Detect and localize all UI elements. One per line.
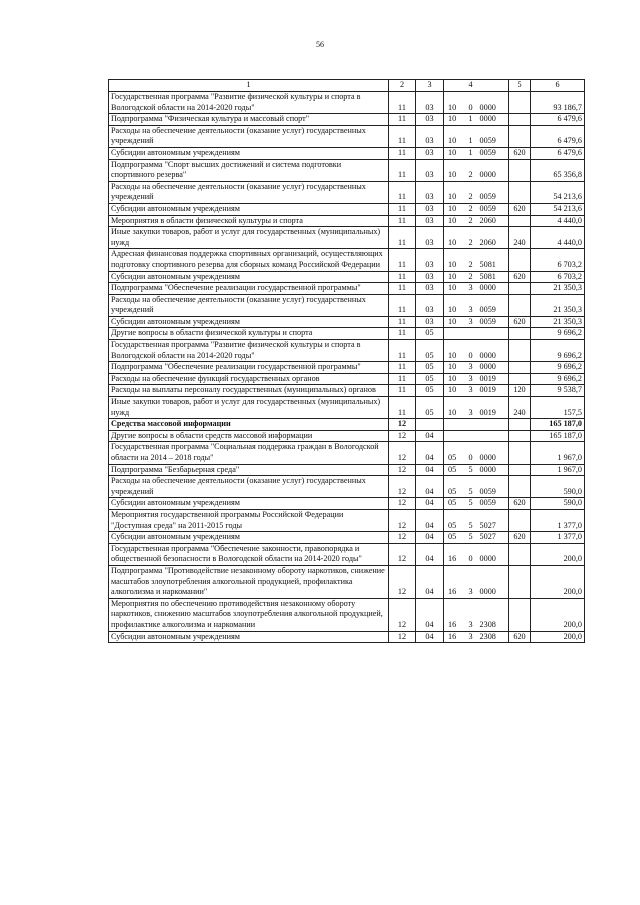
row-target-program: 05: [444, 509, 466, 531]
row-expense-type: [509, 565, 531, 598]
table-row: [109, 397, 585, 419]
row-amount: 6 479,6: [531, 114, 585, 126]
row-expense-type: [509, 430, 531, 442]
row-name: Государственная программа "Обеспечение законности, правопорядка и общественной безопасности в Вологодской области на 2014-2020 годы": [109, 543, 389, 565]
header-row: [109, 80, 585, 92]
row-subsection: 03: [416, 147, 444, 159]
row-section: 11: [389, 249, 416, 271]
row-expense-type: [509, 442, 531, 464]
row-subsection: 04: [416, 476, 444, 498]
row-target-code: 0059: [476, 203, 509, 215]
row-name: Государственная программа "Социальная поддержка граждан в Вологодской области на 2014 – 2018 годы": [109, 442, 389, 464]
row-subsection: 04: [416, 430, 444, 442]
row-subsection: 03: [416, 271, 444, 283]
row-expense-type: 120: [509, 385, 531, 397]
table-row: [109, 340, 585, 362]
row-section: 11: [389, 271, 416, 283]
row-expense-type: [509, 328, 531, 340]
row-target-subprogram: 1: [466, 125, 476, 147]
row-subsection: 03: [416, 159, 444, 181]
table-row: [109, 181, 585, 203]
row-target-code: 2308: [476, 631, 509, 643]
row-expense-type: 620: [509, 271, 531, 283]
row-amount: 1 377,0: [531, 509, 585, 531]
row-expense-type: [509, 283, 531, 295]
row-subsection: 05: [416, 373, 444, 385]
row-expense-type: [509, 543, 531, 565]
row-name: Расходы на обеспечение функций государственных органов: [109, 373, 389, 385]
row-amount: 4 440,0: [531, 227, 585, 249]
row-expense-type: [509, 464, 531, 476]
row-subsection: 04: [416, 565, 444, 598]
row-amount: 9 696,2: [531, 340, 585, 362]
table-row: [109, 498, 585, 510]
table-row: [109, 159, 585, 181]
row-amount: 9 696,2: [531, 362, 585, 374]
row-target-code: 0000: [476, 92, 509, 114]
row-name: Иные закупки товаров, работ и услуг для государственных (муниципальных) нужд: [109, 397, 389, 419]
row-expense-type: [509, 373, 531, 385]
row-subsection: 03: [416, 125, 444, 147]
row-target-code: 2060: [476, 227, 509, 249]
row-amount: 157,5: [531, 397, 585, 419]
row-name: Субсидии автономным учреждениям: [109, 147, 389, 159]
row-target-subprogram: 0: [466, 442, 476, 464]
header-col-5: 5: [509, 80, 531, 92]
row-target-subprogram: 1: [466, 114, 476, 126]
table-row: [109, 543, 585, 565]
row-target-subprogram: 3: [466, 362, 476, 374]
row-target-program: 10: [444, 203, 466, 215]
row-name: Подпрограмма "Обеспечение реализации государственной программы": [109, 362, 389, 374]
row-name: Расходы на обеспечение деятельности (оказание услуг) государственных учреждений: [109, 294, 389, 316]
row-section: 11: [389, 340, 416, 362]
row-amount: 21 350,3: [531, 283, 585, 295]
row-amount: 590,0: [531, 498, 585, 510]
row-amount: 9 696,2: [531, 328, 585, 340]
row-name: Другие вопросы в области физической культуры и спорта: [109, 328, 389, 340]
row-name: Мероприятия государственной программы Российской Федерации "Доступная среда" на 2011-2015 годы: [109, 509, 389, 531]
header-col-3: 3: [416, 80, 444, 92]
row-target-program: 10: [444, 271, 466, 283]
table-row: [109, 532, 585, 544]
table-row: [109, 283, 585, 295]
table-row: [109, 373, 585, 385]
row-name: Субсидии автономным учреждениям: [109, 203, 389, 215]
row-amount: 165 187,0: [531, 419, 585, 431]
row-target-code: 0059: [476, 498, 509, 510]
row-target-code: 0059: [476, 476, 509, 498]
row-target-subprogram: 3: [466, 631, 476, 643]
row-section: 11: [389, 92, 416, 114]
row-expense-type: [509, 509, 531, 531]
row-target-subprogram: 3: [466, 598, 476, 631]
row-target-subprogram: 1: [466, 147, 476, 159]
row-name: Мероприятия по обеспечению противодействия незаконному обороту наркотиков, снижению масштабов злоупотребления алкогольной продукцией, профилактике алкоголизма и наркомании: [109, 598, 389, 631]
row-expense-type: [509, 215, 531, 227]
header-col-4-right: [476, 80, 509, 92]
table-row: [109, 631, 585, 643]
row-amount: 65 356,8: [531, 159, 585, 181]
row-target-code: 0000: [476, 340, 509, 362]
row-expense-type: [509, 249, 531, 271]
row-expense-type: [509, 340, 531, 362]
header-col-6: 6: [531, 80, 585, 92]
row-target-program: 10: [444, 294, 466, 316]
row-target-subprogram: 5: [466, 498, 476, 510]
row-name: Государственная программа "Развитие физической культуры и спорта в Вологодской области на 2014-2020 годы": [109, 92, 389, 114]
row-name: Подпрограмма "Спорт высших достижений и система подготовки спортивного резерва": [109, 159, 389, 181]
table-row: [109, 442, 585, 464]
row-section: 11: [389, 181, 416, 203]
row-target-subprogram: 3: [466, 316, 476, 328]
row-subsection: 03: [416, 181, 444, 203]
row-amount: 54 213,6: [531, 203, 585, 215]
row-name: Иные закупки товаров, работ и услуг для государственных (муниципальных) нужд: [109, 227, 389, 249]
row-name: Расходы на обеспечение деятельности (оказание услуг) государственных учреждений: [109, 476, 389, 498]
row-section: 11: [389, 114, 416, 126]
row-target-code: 0000: [476, 442, 509, 464]
row-target-subprogram: 5: [466, 464, 476, 476]
row-subsection: 04: [416, 543, 444, 565]
row-target-code: 0000: [476, 114, 509, 126]
row-target-program: 16: [444, 598, 466, 631]
row-section: 12: [389, 419, 416, 431]
row-section: 11: [389, 385, 416, 397]
row-target-subprogram: 2: [466, 249, 476, 271]
row-expense-type: [509, 92, 531, 114]
row-target-code: 5027: [476, 532, 509, 544]
row-target-subprogram: 2: [466, 203, 476, 215]
row-name: Подпрограмма "Физическая культура и массовый спорт": [109, 114, 389, 126]
row-target-code: 0059: [476, 147, 509, 159]
table-row: [109, 316, 585, 328]
row-section: 12: [389, 430, 416, 442]
row-target-code: 0000: [476, 362, 509, 374]
row-target-subprogram: 2: [466, 227, 476, 249]
row-target-program: 10: [444, 181, 466, 203]
row-target-code: 0019: [476, 385, 509, 397]
row-subsection: 05: [416, 340, 444, 362]
row-target-subprogram: 0: [466, 340, 476, 362]
row-expense-type: 620: [509, 498, 531, 510]
row-subsection: 03: [416, 114, 444, 126]
row-target-code: 0000: [476, 543, 509, 565]
row-target-subprogram: [466, 430, 476, 442]
row-name: Субсидии автономным учреждениям: [109, 316, 389, 328]
row-subsection: 03: [416, 215, 444, 227]
row-target-subprogram: 0: [466, 92, 476, 114]
row-section: 12: [389, 464, 416, 476]
row-section: 11: [389, 125, 416, 147]
row-name: Другие вопросы в области средств массовой информации: [109, 430, 389, 442]
row-target-program: 10: [444, 385, 466, 397]
row-expense-type: 620: [509, 147, 531, 159]
row-target-program: 05: [444, 442, 466, 464]
row-expense-type: [509, 419, 531, 431]
row-subsection: 03: [416, 316, 444, 328]
row-target-code: 0019: [476, 397, 509, 419]
row-target-code: [476, 419, 509, 431]
row-target-subprogram: 3: [466, 294, 476, 316]
row-target-subprogram: [466, 419, 476, 431]
row-subsection: 03: [416, 92, 444, 114]
row-target-code: 2308: [476, 598, 509, 631]
row-section: 11: [389, 215, 416, 227]
row-name: Расходы на выплаты персоналу государственных (муниципальных) органов: [109, 385, 389, 397]
row-target-program: 05: [444, 464, 466, 476]
row-section: 11: [389, 294, 416, 316]
row-section: 11: [389, 227, 416, 249]
row-amount: 1 967,0: [531, 464, 585, 476]
row-name: Субсидии автономным учреждениям: [109, 532, 389, 544]
row-subsection: [416, 419, 444, 431]
row-amount: 200,0: [531, 598, 585, 631]
row-target-code: 2060: [476, 215, 509, 227]
row-amount: 54 213,6: [531, 181, 585, 203]
row-target-program: 10: [444, 92, 466, 114]
row-section: 11: [389, 328, 416, 340]
row-subsection: 05: [416, 397, 444, 419]
table-row: [109, 328, 585, 340]
row-expense-type: 620: [509, 631, 531, 643]
row-expense-type: 240: [509, 397, 531, 419]
row-expense-type: [509, 476, 531, 498]
row-expense-type: [509, 362, 531, 374]
row-subsection: 04: [416, 464, 444, 476]
table-row: [109, 598, 585, 631]
table-row: [109, 215, 585, 227]
row-name: Расходы на обеспечение деятельности (оказание услуг) государственных учреждений: [109, 181, 389, 203]
row-target-program: 10: [444, 125, 466, 147]
row-subsection: 03: [416, 294, 444, 316]
header-col-4: 4: [466, 80, 476, 92]
row-target-subprogram: 3: [466, 283, 476, 295]
table-row: [109, 419, 585, 431]
row-target-code: 0059: [476, 294, 509, 316]
row-section: 12: [389, 532, 416, 544]
row-expense-type: 620: [509, 532, 531, 544]
row-subsection: 05: [416, 362, 444, 374]
row-expense-type: [509, 125, 531, 147]
row-subsection: 04: [416, 532, 444, 544]
row-target-program: 10: [444, 249, 466, 271]
row-subsection: 03: [416, 203, 444, 215]
row-section: 12: [389, 598, 416, 631]
row-expense-type: [509, 181, 531, 203]
row-amount: 4 440,0: [531, 215, 585, 227]
row-target-program: 10: [444, 397, 466, 419]
row-expense-type: [509, 598, 531, 631]
row-target-program: [444, 430, 466, 442]
row-target-subprogram: 2: [466, 215, 476, 227]
row-target-code: 0000: [476, 464, 509, 476]
row-target-subprogram: 0: [466, 543, 476, 565]
row-target-subprogram: 3: [466, 565, 476, 598]
row-subsection: 04: [416, 509, 444, 531]
row-target-subprogram: 3: [466, 385, 476, 397]
table-row: [109, 271, 585, 283]
row-amount: 165 187,0: [531, 430, 585, 442]
row-target-code: 0059: [476, 125, 509, 147]
row-subsection: 04: [416, 631, 444, 643]
row-subsection: 05: [416, 385, 444, 397]
row-target-program: 05: [444, 476, 466, 498]
row-amount: 1 377,0: [531, 532, 585, 544]
row-amount: 6 703,2: [531, 271, 585, 283]
table-row: [109, 385, 585, 397]
row-target-code: [476, 328, 509, 340]
row-section: 12: [389, 543, 416, 565]
row-section: 12: [389, 498, 416, 510]
row-target-code: 0000: [476, 159, 509, 181]
row-target-code: 0059: [476, 181, 509, 203]
table-row: [109, 464, 585, 476]
budget-table: [108, 79, 585, 643]
row-target-subprogram: 5: [466, 532, 476, 544]
row-subsection: 03: [416, 283, 444, 295]
row-amount: 21 350,3: [531, 316, 585, 328]
row-target-program: 10: [444, 227, 466, 249]
table-row: [109, 249, 585, 271]
row-section: 11: [389, 362, 416, 374]
row-expense-type: 620: [509, 316, 531, 328]
table-row: [109, 92, 585, 114]
table-row: [109, 114, 585, 126]
row-section: 11: [389, 397, 416, 419]
row-target-program: 10: [444, 340, 466, 362]
row-section: 11: [389, 373, 416, 385]
row-target-program: 16: [444, 631, 466, 643]
table-row: [109, 509, 585, 531]
row-target-code: 5081: [476, 249, 509, 271]
row-target-code: 0000: [476, 565, 509, 598]
row-target-program: 05: [444, 498, 466, 510]
row-target-subprogram: 5: [466, 509, 476, 531]
row-target-subprogram: 2: [466, 159, 476, 181]
row-name: Подпрограмма "Противодействие незаконному обороту наркотиков, снижение масштабов злоупотребления алкогольной продукцией, профилактика алкоголизма и наркомании": [109, 565, 389, 598]
row-target-program: [444, 419, 466, 431]
row-amount: 93 186,7: [531, 92, 585, 114]
row-name: Мероприятия в области физической культуры и спорта: [109, 215, 389, 227]
table-row: [109, 565, 585, 598]
row-target-code: 5027: [476, 509, 509, 531]
row-subsection: 03: [416, 249, 444, 271]
row-target-program: 10: [444, 373, 466, 385]
row-expense-type: [509, 159, 531, 181]
row-target-code: 0000: [476, 283, 509, 295]
row-target-subprogram: 5: [466, 476, 476, 498]
row-target-program: 10: [444, 147, 466, 159]
row-target-program: [444, 328, 466, 340]
row-target-code: 5081: [476, 271, 509, 283]
table-row: [109, 294, 585, 316]
row-amount: 6 703,2: [531, 249, 585, 271]
table-row: [109, 476, 585, 498]
header-col-4-left: [444, 80, 466, 92]
row-target-program: 10: [444, 362, 466, 374]
table-row: [109, 227, 585, 249]
row-amount: 200,0: [531, 543, 585, 565]
row-amount: 6 479,6: [531, 125, 585, 147]
page-number: 56: [316, 40, 324, 49]
row-target-program: 05: [444, 532, 466, 544]
row-subsection: 04: [416, 498, 444, 510]
row-section: 11: [389, 316, 416, 328]
row-target-program: 10: [444, 316, 466, 328]
row-section: 11: [389, 159, 416, 181]
row-target-subprogram: [466, 328, 476, 340]
row-name: Субсидии автономным учреждениям: [109, 498, 389, 510]
row-target-subprogram: 2: [466, 271, 476, 283]
row-section: 12: [389, 509, 416, 531]
row-target-program: 10: [444, 114, 466, 126]
row-target-code: 0059: [476, 316, 509, 328]
row-target-code: 0019: [476, 373, 509, 385]
row-amount: 200,0: [531, 565, 585, 598]
row-section: 11: [389, 147, 416, 159]
row-target-program: 10: [444, 159, 466, 181]
row-name: Субсидии автономным учреждениям: [109, 631, 389, 643]
row-name: Подпрограмма "Безбарьерная среда": [109, 464, 389, 476]
row-subsection: 05: [416, 328, 444, 340]
table-row: [109, 203, 585, 215]
row-section: 12: [389, 631, 416, 643]
row-target-program: 10: [444, 283, 466, 295]
row-name: Субсидии автономным учреждениям: [109, 271, 389, 283]
row-section: 12: [389, 565, 416, 598]
row-amount: 9 696,2: [531, 373, 585, 385]
row-expense-type: 240: [509, 227, 531, 249]
row-name: Адресная финансовая поддержка спортивных организаций, осуществляющих подготовку спортивного резерва для сборных команд Российской Федерации: [109, 249, 389, 271]
row-name: Государственная программа "Развитие физической культуры и спорта в Вологодской области на 2014-2020 годы": [109, 340, 389, 362]
row-amount: 9 538,7: [531, 385, 585, 397]
row-target-subprogram: 3: [466, 397, 476, 419]
row-amount: 1 967,0: [531, 442, 585, 464]
row-section: 11: [389, 283, 416, 295]
row-subsection: 04: [416, 598, 444, 631]
row-target-subprogram: 2: [466, 181, 476, 203]
row-name: Подпрограмма "Обеспечение реализации государственной программы": [109, 283, 389, 295]
row-amount: 200,0: [531, 631, 585, 643]
row-amount: 21 350,3: [531, 294, 585, 316]
row-section: 12: [389, 476, 416, 498]
table-row: [109, 147, 585, 159]
row-target-subprogram: 3: [466, 373, 476, 385]
table-row: [109, 125, 585, 147]
row-target-code: [476, 430, 509, 442]
row-name: Расходы на обеспечение деятельности (оказание услуг) государственных учреждений: [109, 125, 389, 147]
header-col-2: 2: [389, 80, 416, 92]
row-amount: 6 479,6: [531, 147, 585, 159]
row-amount: 590,0: [531, 476, 585, 498]
row-target-program: 10: [444, 215, 466, 227]
row-subsection: 03: [416, 227, 444, 249]
table-row: [109, 362, 585, 374]
table-row: [109, 430, 585, 442]
row-expense-type: 620: [509, 203, 531, 215]
row-name: Средства массовой информации: [109, 419, 389, 431]
row-subsection: 04: [416, 442, 444, 464]
row-expense-type: [509, 294, 531, 316]
row-target-program: 16: [444, 543, 466, 565]
row-expense-type: [509, 114, 531, 126]
row-section: 11: [389, 203, 416, 215]
row-target-program: 16: [444, 565, 466, 598]
header-col-1: 1: [109, 80, 389, 92]
row-section: 12: [389, 442, 416, 464]
